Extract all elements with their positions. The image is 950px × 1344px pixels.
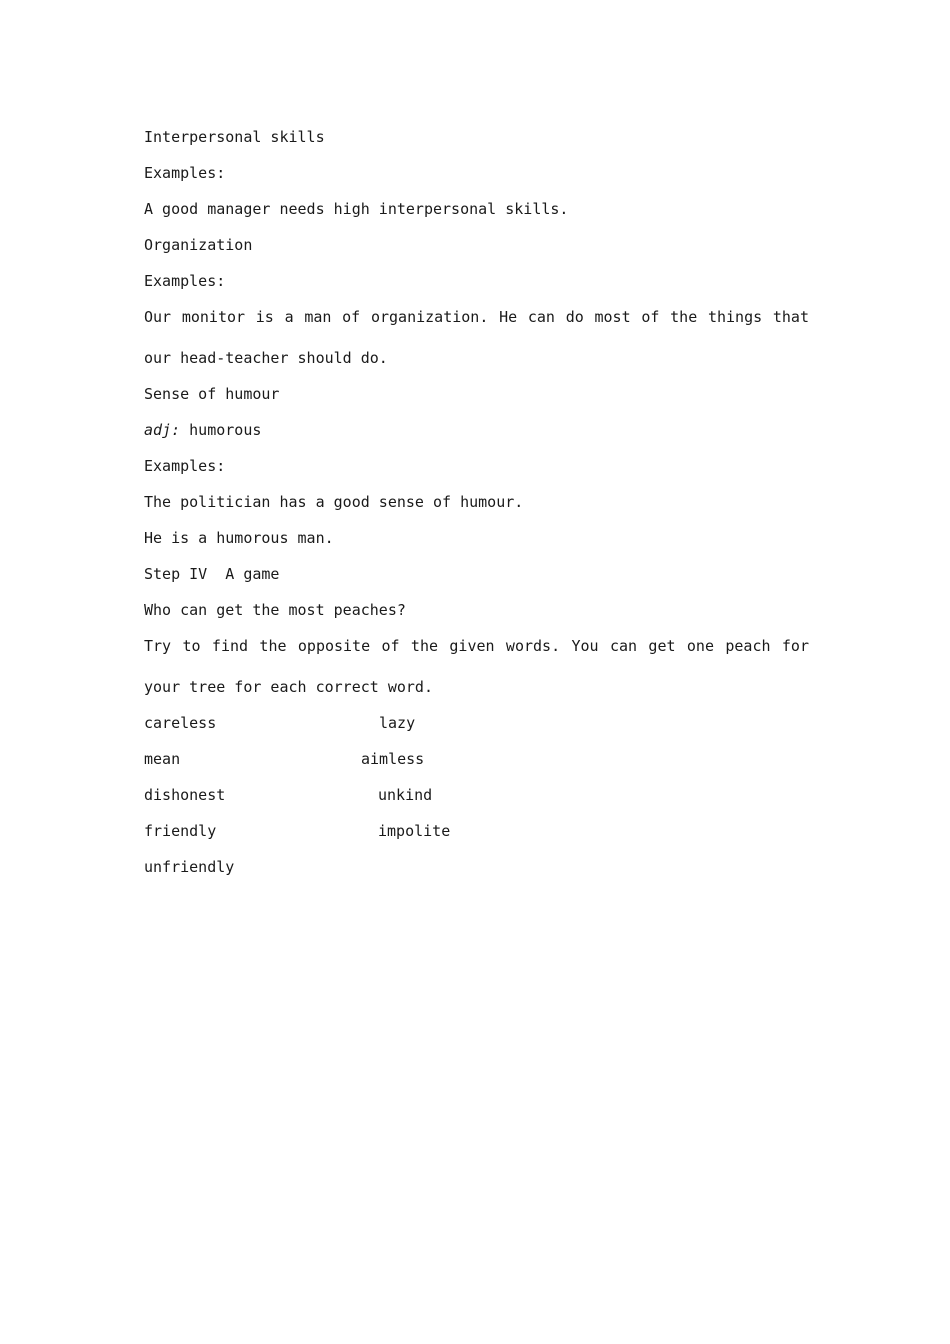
adjective-line xyxy=(144,419,809,455)
word-right: unkind xyxy=(378,786,433,804)
example-sentence: The politician has a good sense of humour. xyxy=(144,493,524,511)
example-sentence: A good manager needs high interpersonal skills. xyxy=(144,200,569,218)
word-left: unfriendly xyxy=(144,858,235,876)
examples-label: Examples: xyxy=(144,457,226,475)
example-sentence: He is a humorous man. xyxy=(144,529,334,547)
word-row xyxy=(144,784,809,820)
examples-label: Examples: xyxy=(144,272,226,290)
adj-word: humorous xyxy=(180,421,262,439)
game-instructions: Try to find the opposite of the given words. You can get one peach for your tree for each correct word. xyxy=(144,637,809,696)
game-question: Who can get the most peaches? xyxy=(144,601,406,619)
examples-label: Examples: xyxy=(144,164,226,182)
example-paragraph-monitor: Our monitor is a man of organization. He can do most of the things that our head-teacher should do. xyxy=(144,308,809,367)
word-right: lazy xyxy=(379,714,416,732)
document-body xyxy=(144,126,809,892)
word-left: careless xyxy=(144,714,217,732)
heading-organization: Organization xyxy=(144,236,253,254)
heading-sense-of-humour: Sense of humour xyxy=(144,385,280,403)
word-left: friendly xyxy=(144,822,217,840)
adj-label: adj: xyxy=(144,421,181,439)
word-row xyxy=(144,856,809,892)
word-row xyxy=(144,712,809,748)
word-right: aimless xyxy=(361,750,425,768)
word-row xyxy=(144,748,809,784)
word-right: impolite xyxy=(378,822,451,840)
word-row xyxy=(144,820,809,856)
heading-interpersonal-skills: Interpersonal skills xyxy=(144,128,325,146)
word-left: dishonest xyxy=(144,786,226,804)
heading-step-iv: Step IV A game xyxy=(144,565,280,583)
word-left: mean xyxy=(144,750,181,768)
